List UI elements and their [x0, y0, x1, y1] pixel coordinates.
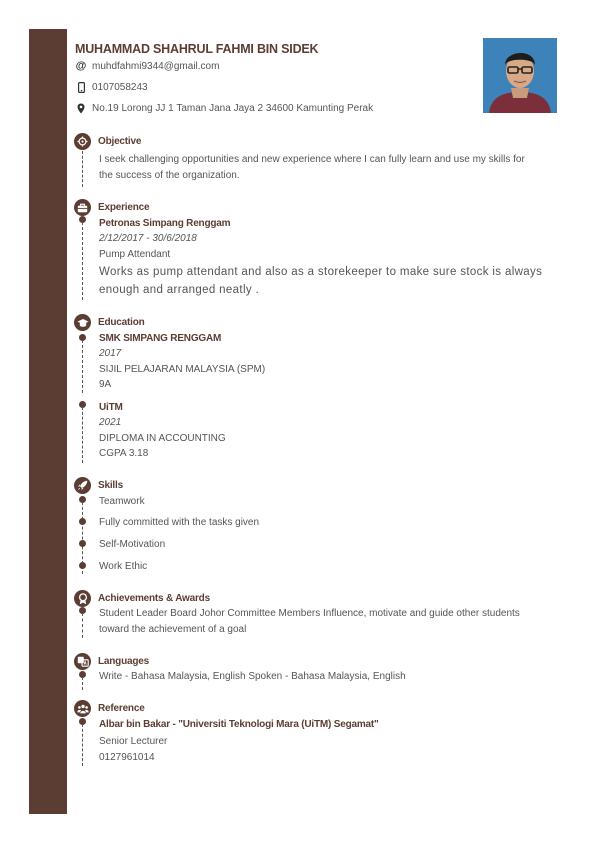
experience-heading: Experience	[98, 202, 150, 213]
profile-photo	[483, 38, 557, 113]
languages-text: Write - Bahasa Malaysia, English Spoken - Bahasa Malaysia, English	[99, 671, 406, 682]
achievement-line-1: Student Leader Board Johor Committee Members Influence, motivate and guide other students	[99, 608, 520, 619]
address-text: No.19 Lorong JJ 1 Taman Jana Jaya 2 34600 Kamunting Perak	[92, 103, 374, 114]
experience-description-line-2: enough and arranged neatly .	[99, 284, 260, 296]
education-result: CGPA 3.18	[99, 448, 149, 459]
timeline-line	[82, 613, 83, 638]
education-school: UiTM	[99, 402, 123, 413]
experience-description-line-1: Works as pump attendant and also as a storekeeper to make sure stock is always	[99, 266, 543, 278]
skill-item: Fully committed with the tasks given	[99, 517, 260, 528]
rocket-icon	[74, 477, 91, 494]
timeline-line	[82, 677, 83, 690]
reference-phone: 0127961014	[99, 752, 155, 763]
phone-row	[75, 82, 148, 93]
timeline-dot	[79, 518, 86, 525]
email-row	[75, 60, 219, 72]
achievement-line-2: toward the achievement of a goal	[99, 624, 247, 635]
at-icon: @	[75, 60, 87, 72]
crosshair-icon	[74, 133, 91, 150]
education-qualification: SIJIL PELAJARAN MALAYSIA (SPM)	[99, 364, 266, 375]
reference-heading: Reference	[98, 703, 145, 714]
award-ribbon-icon	[74, 590, 91, 607]
education-qualification: DIPLOMA IN ACCOUNTING	[99, 433, 226, 444]
experience-role: Pump Attendant	[99, 249, 171, 260]
graduation-cap-icon	[74, 314, 91, 331]
languages-heading: Languages	[98, 656, 149, 667]
experience-company: Petronas Simpang Renggam	[99, 218, 231, 229]
skill-item: Self-Motivation	[99, 539, 166, 550]
phone-text: 0107058243	[92, 82, 148, 93]
education-school: SMK SIMPANG RENGGAM	[99, 333, 222, 344]
education-year: 2021	[99, 417, 122, 428]
mobile-phone-icon	[75, 82, 87, 93]
skill-item: Work Ethic	[99, 561, 148, 572]
left-accent-bar	[29, 29, 67, 814]
timeline-line	[82, 222, 83, 300]
timeline-line	[82, 151, 83, 187]
email-text: muhdfahmi9344@gmail.com	[92, 60, 220, 72]
timeline-dot	[79, 540, 86, 547]
map-pin-icon	[75, 103, 87, 114]
skill-item: Teamwork	[99, 496, 145, 507]
objective-heading: Objective	[98, 136, 142, 147]
reference-position: Senior Lecturer	[99, 736, 168, 747]
timeline-dot	[79, 562, 86, 569]
education-heading: Education	[98, 317, 145, 328]
education-year: 2017	[99, 348, 122, 359]
timeline-line	[82, 407, 83, 463]
timeline-line	[82, 724, 83, 766]
education-result: 9A	[99, 379, 112, 390]
users-icon	[74, 700, 91, 717]
objective-line-1: I seek challenging opportunities and new experience where I can fully learn and use my skills for	[99, 154, 525, 165]
reference-name: Albar bin Bakar - "Universiti Teknologi Mara (UiTM) Segamat"	[99, 719, 379, 730]
objective-line-2: the success of the organization.	[99, 170, 240, 181]
skills-heading: Skills	[98, 480, 123, 491]
timeline-line	[82, 340, 83, 393]
briefcase-icon	[74, 199, 91, 216]
achievements-heading: Achievements & Awards	[98, 593, 210, 604]
translate-icon	[74, 653, 91, 670]
experience-dates: 2/12/2017 - 30/6/2018	[99, 233, 197, 244]
candidate-name: MUHAMMAD SHAHRUL FAHMI BIN SIDEK	[75, 42, 319, 56]
address-row	[75, 103, 373, 114]
